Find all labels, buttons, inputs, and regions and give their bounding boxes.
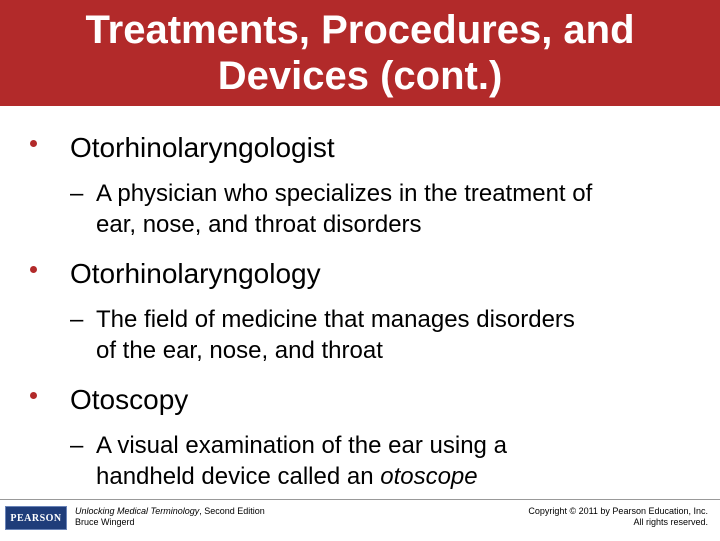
copyright-line: Copyright © 2011 by Pearson Education, Inc. — [528, 506, 708, 516]
bullet-icon — [30, 392, 37, 399]
slide-title-line2: Devices (cont.) — [217, 54, 503, 98]
slide-title — [85, 7, 634, 99]
definition-italic-term: otoscope — [380, 463, 478, 490]
book-author: Bruce Wingerd — [75, 517, 135, 527]
term-heading: Otorhinolaryngologist — [70, 132, 335, 163]
definition-line2: of the ear, nose, and throat — [96, 337, 383, 364]
bullet-item — [0, 128, 720, 240]
bullet-icon — [30, 266, 37, 273]
definition — [0, 178, 720, 240]
definition-line2: ear, nose, and throat disorders — [96, 211, 422, 238]
bullet-item — [0, 254, 720, 366]
copyright-notice — [528, 506, 708, 528]
pearson-logo — [5, 506, 67, 530]
dash-icon: – — [70, 180, 84, 207]
logo-text: PEARSON — [10, 512, 62, 524]
slide-content — [0, 128, 720, 492]
definition-line1: A physician who specializes in the treatment of — [96, 180, 593, 207]
definition — [0, 430, 720, 492]
book-edition: , Second Edition — [199, 506, 265, 516]
dash-icon: – — [70, 432, 84, 459]
title-bar — [0, 0, 720, 106]
definition — [0, 304, 720, 366]
dash-icon: – — [70, 306, 84, 333]
footer — [0, 499, 720, 541]
definition-line2: handheld device called an — [96, 463, 381, 490]
bullet-icon — [30, 140, 37, 147]
bullet-item — [0, 380, 720, 492]
book-title: Unlocking Medical Terminology — [75, 506, 200, 516]
term-heading: Otorhinolaryngology — [70, 258, 321, 289]
rights-line: All rights reserved. — [633, 517, 708, 527]
book-credit — [75, 506, 265, 528]
definition-line1: A visual examination of the ear using a — [96, 432, 507, 459]
slide-title-line1: Treatments, Procedures, and — [85, 8, 635, 52]
term-heading: Otoscopy — [70, 384, 189, 415]
definition-line1: The field of medicine that manages disorders — [96, 306, 575, 333]
